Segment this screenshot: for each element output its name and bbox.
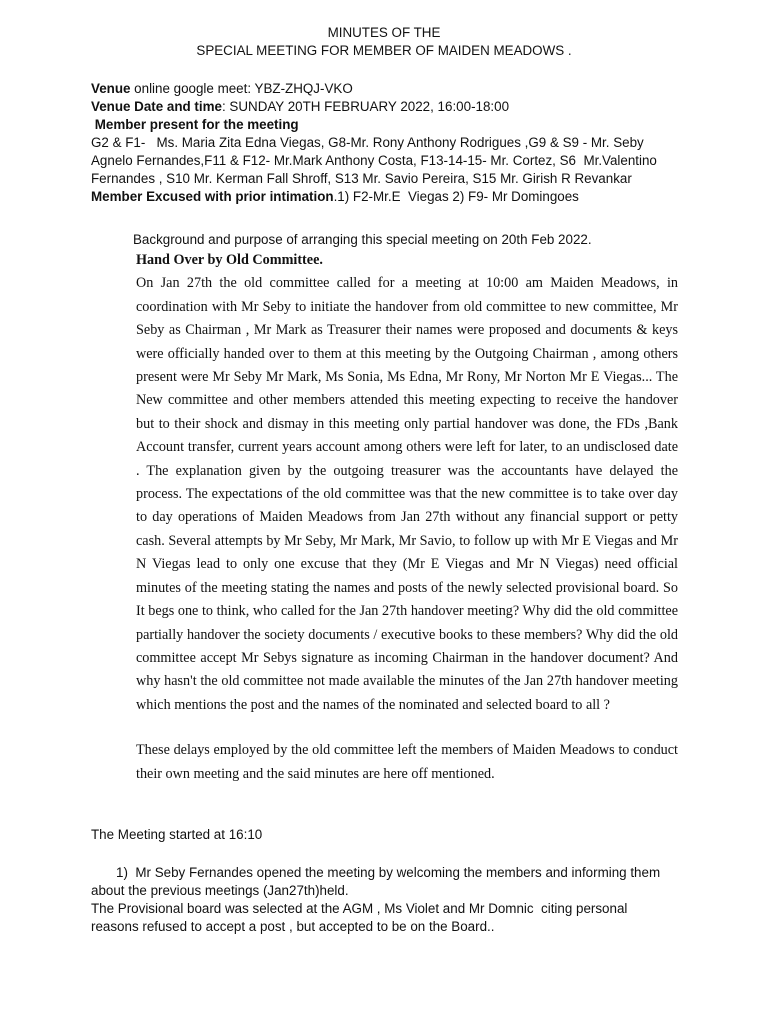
agenda-item-1-line-2: about the previous meetings (Jan27th)held.	[91, 883, 349, 898]
agenda-item-1-line-4: reasons refused to accept a post , but accepted to be on the Board..	[91, 919, 495, 934]
title-line-2: SPECIAL MEETING FOR MEMBER OF MAIDEN MEADOWS .	[196, 43, 572, 58]
agenda-item-1-line-3: The Provisional board was selected at the AGM , Ms Violet and Mr Domnic citing personal	[91, 901, 628, 916]
handover-section	[136, 249, 678, 786]
meeting-started-line: The Meeting started at 16:10	[91, 827, 263, 842]
venue-time-row	[91, 98, 731, 116]
handover-heading: Hand Over by Old Committee.	[136, 252, 323, 268]
agenda-item-1	[91, 864, 691, 936]
title-line-1: MINUTES OF THE	[327, 25, 441, 40]
document-title	[0, 24, 768, 60]
venue-time-value: : SUNDAY 20TH FEBRUARY 2022, 16:00-18:00	[221, 99, 510, 114]
members-present-line-2: Agnelo Fernandes,F11 & F12- Mr.Mark Anthony Costa, F13-14-15- Mr. Cortez, S6 Mr.Valentino	[91, 153, 657, 168]
members-present-label: Member present for the meeting	[91, 117, 299, 132]
background-purpose-line: Background and purpose of arranging this special meeting on 20th Feb 2022.	[133, 232, 592, 247]
venue-label: Venue	[91, 81, 131, 96]
members-present-line-1: G2 & F1- Ms. Maria Zita Edna Viegas, G8-Mr. Rony Anthony Rodrigues ,G9 & S9 - Mr. Seby	[91, 135, 644, 150]
members-excused-row	[91, 188, 731, 206]
agenda-item-1-line-1	[91, 864, 691, 882]
members-present-line-3: Fernandes , S10 Mr. Kerman Fall Shroff, S13 Mr. Savio Pereira, S15 Mr. Girish R Revankar	[91, 171, 632, 186]
venue-row	[91, 80, 731, 98]
agenda-item-1-number: 1)	[116, 865, 128, 880]
handover-paragraph-1: On Jan 27th the old committee called for a meeting at 10:00 am Maiden Meadows, in coordination with Mr Seby to initiate the handover from old committee to new committee, Mr Seby as Chairman , Mr Mark as Treasurer their names were proposed and documents & keys were officially handed over to them at this meeting by the Outgoing Chairman , among others present were Mr Seby Mr Mark, Ms Sonia, Ms Edna, Mr Rony, Mr Norton Mr E Viegas... The New committee and other members attended this meeting expecting to receive the handover but to their shock and dismay in this meeting only partial handover was done, the FDs ,Bank Account transfer, current years account among others were left for later, to an undisclosed date . The explanation given by the outgoing treasurer was the accountants have delayed the process. The expectations of the old committee was that the new committee is to take over day to day operations of Maiden Meadows from Jan 27th without any financial support or petty cash. Several attempts by Mr Seby, Mr Mark, Mr Savio, to follow up with Mr E Viegas and Mr N Viegas lead to only one excuse that they (Mr E Viegas and Mr N Viegas) need official minutes of the meeting stating the names and posts of the newly selected provisional board. So It begs one to think, who called for the Jan 27th handover meeting? Why did the old committee partially handover the society documents / executive books to these members? Why did the old committee accept Mr Sebys signature as incoming Chairman in the handover document? And why hasn't the old committee not made available the minutes of the Jan 27th handover meeting which mentions the post and the names of the nominated and selected board to all ?	[136, 275, 678, 713]
members-present-heading	[91, 116, 731, 134]
members-excused-value: .1) F2-Mr.E Viegas 2) F9- Mr Domingoes	[333, 189, 579, 204]
agenda-item-1-text: Mr Seby Fernandes opened the meeting by welcoming the members and informing them	[127, 865, 661, 880]
handover-paragraph-2: These delays employed by the old committee left the members of Maiden Meadows to conduct their own meeting and the said minutes are here off mentioned.	[136, 742, 678, 782]
venue-time-label: Venue Date and time	[91, 99, 222, 114]
venue-value: online google meet: YBZ-ZHQJ-VKO	[130, 81, 353, 96]
members-excused-label: Member Excused with prior intimation	[91, 189, 334, 204]
meeting-details	[91, 80, 731, 206]
